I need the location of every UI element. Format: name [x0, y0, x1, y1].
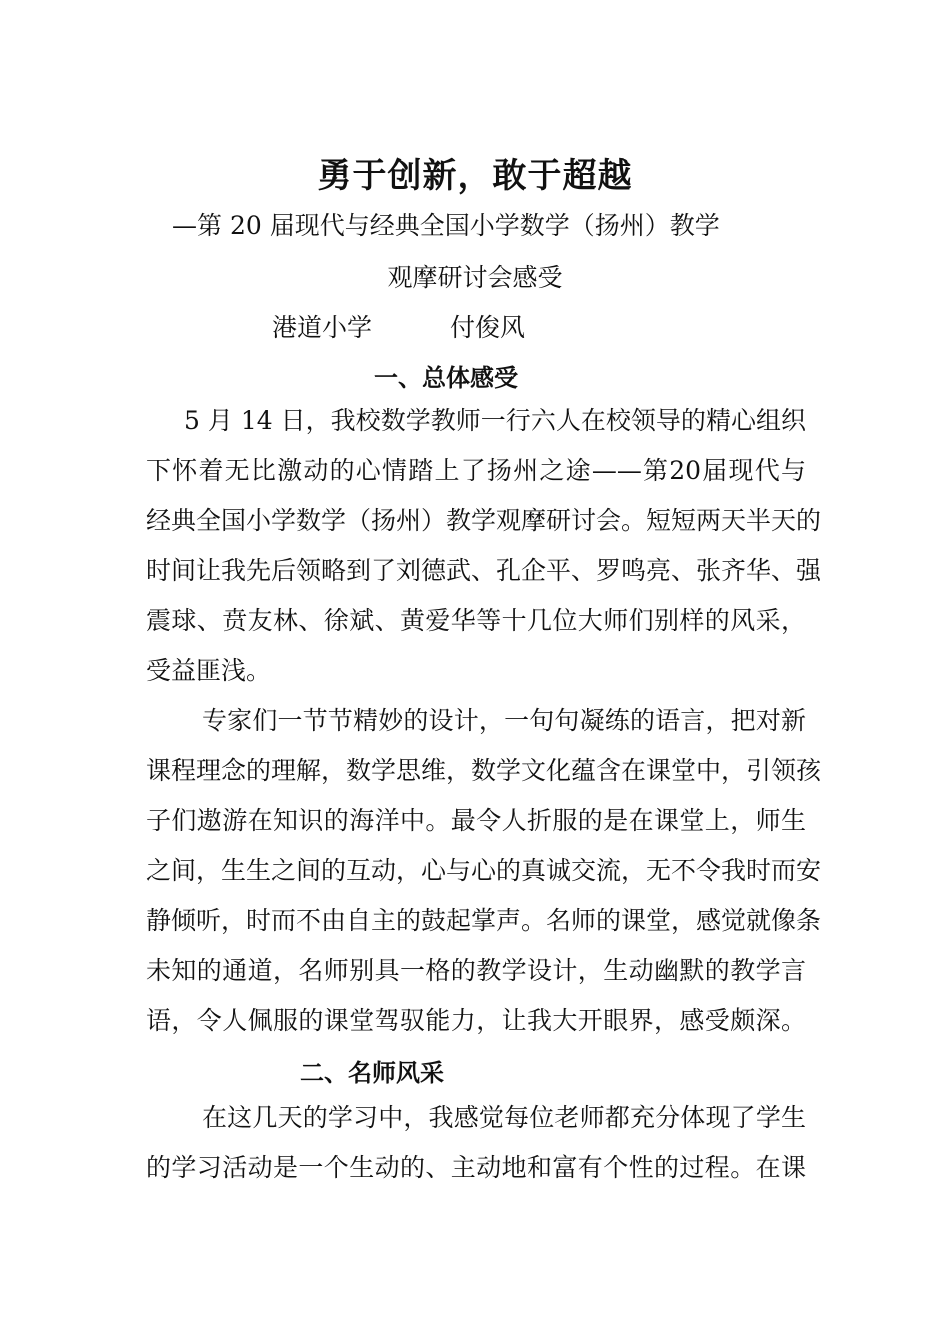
- paragraph-line: 经典全国小学数学（扬州）教学观摩研讨会。短短两天半天的: [146, 506, 822, 535]
- paragraph-line: 专家们一节节精妙的设计，一句句凝练的语言，把对新: [202, 706, 806, 735]
- paragraph-line: 子们遨游在知识的海洋中。最令人折服的是在课堂上，师生: [146, 806, 806, 835]
- paragraph-line: 的学习活动是一个生动的、主动地和富有个性的过程。在课: [146, 1153, 806, 1182]
- document-title: 勇于创新，敢于超越: [317, 156, 633, 196]
- document-subtitle-line2: 观摩研讨会感受: [387, 263, 563, 292]
- author-name: 付俊风: [450, 313, 526, 342]
- paragraph-line: 未知的通道，名师别具一格的教学设计，生动幽默的教学言: [146, 956, 806, 985]
- paragraph-line: 静倾听，时而不由自主的鼓起掌声。名师的课堂，感觉就像条: [146, 906, 822, 935]
- paragraph-line: 5 月 14 日，我校数学教师一行六人在校领导的精心组织: [184, 406, 806, 435]
- paragraph-line: 受益匪浅。: [146, 656, 272, 685]
- section-heading-masters: 二、名师风采: [300, 1059, 444, 1087]
- document-subtitle-line1: —第 20 届现代与经典全国小学数学（扬州）教学: [172, 211, 720, 240]
- paragraph-line: 之间，生生之间的互动，心与心的真诚交流，无不令我时而安: [146, 856, 822, 885]
- paragraph-line: 课程理念的理解，数学思维，数学文化蕴含在课堂中，引领孩: [146, 756, 822, 785]
- paragraph-line: 震球、贲友林、徐斌、黄爱华等十几位大师们别样的风采，: [146, 606, 806, 635]
- section-heading-overall: 一、总体感受: [374, 364, 518, 392]
- paragraph-line: 时间让我先后领略到了刘德武、孔企平、罗鸣亮、张齐华、强: [146, 556, 822, 585]
- author-school: 港道小学: [272, 313, 373, 342]
- paragraph-line: 在这几天的学习中，我感觉每位老师都充分体现了学生: [202, 1103, 806, 1132]
- paragraph-line: 下怀着无比激动的心情踏上了扬州之途——第20届现代与: [146, 456, 806, 485]
- paragraph-line: 语，令人佩服的课堂驾驭能力，让我大开眼界，感受颇深。: [146, 1006, 806, 1035]
